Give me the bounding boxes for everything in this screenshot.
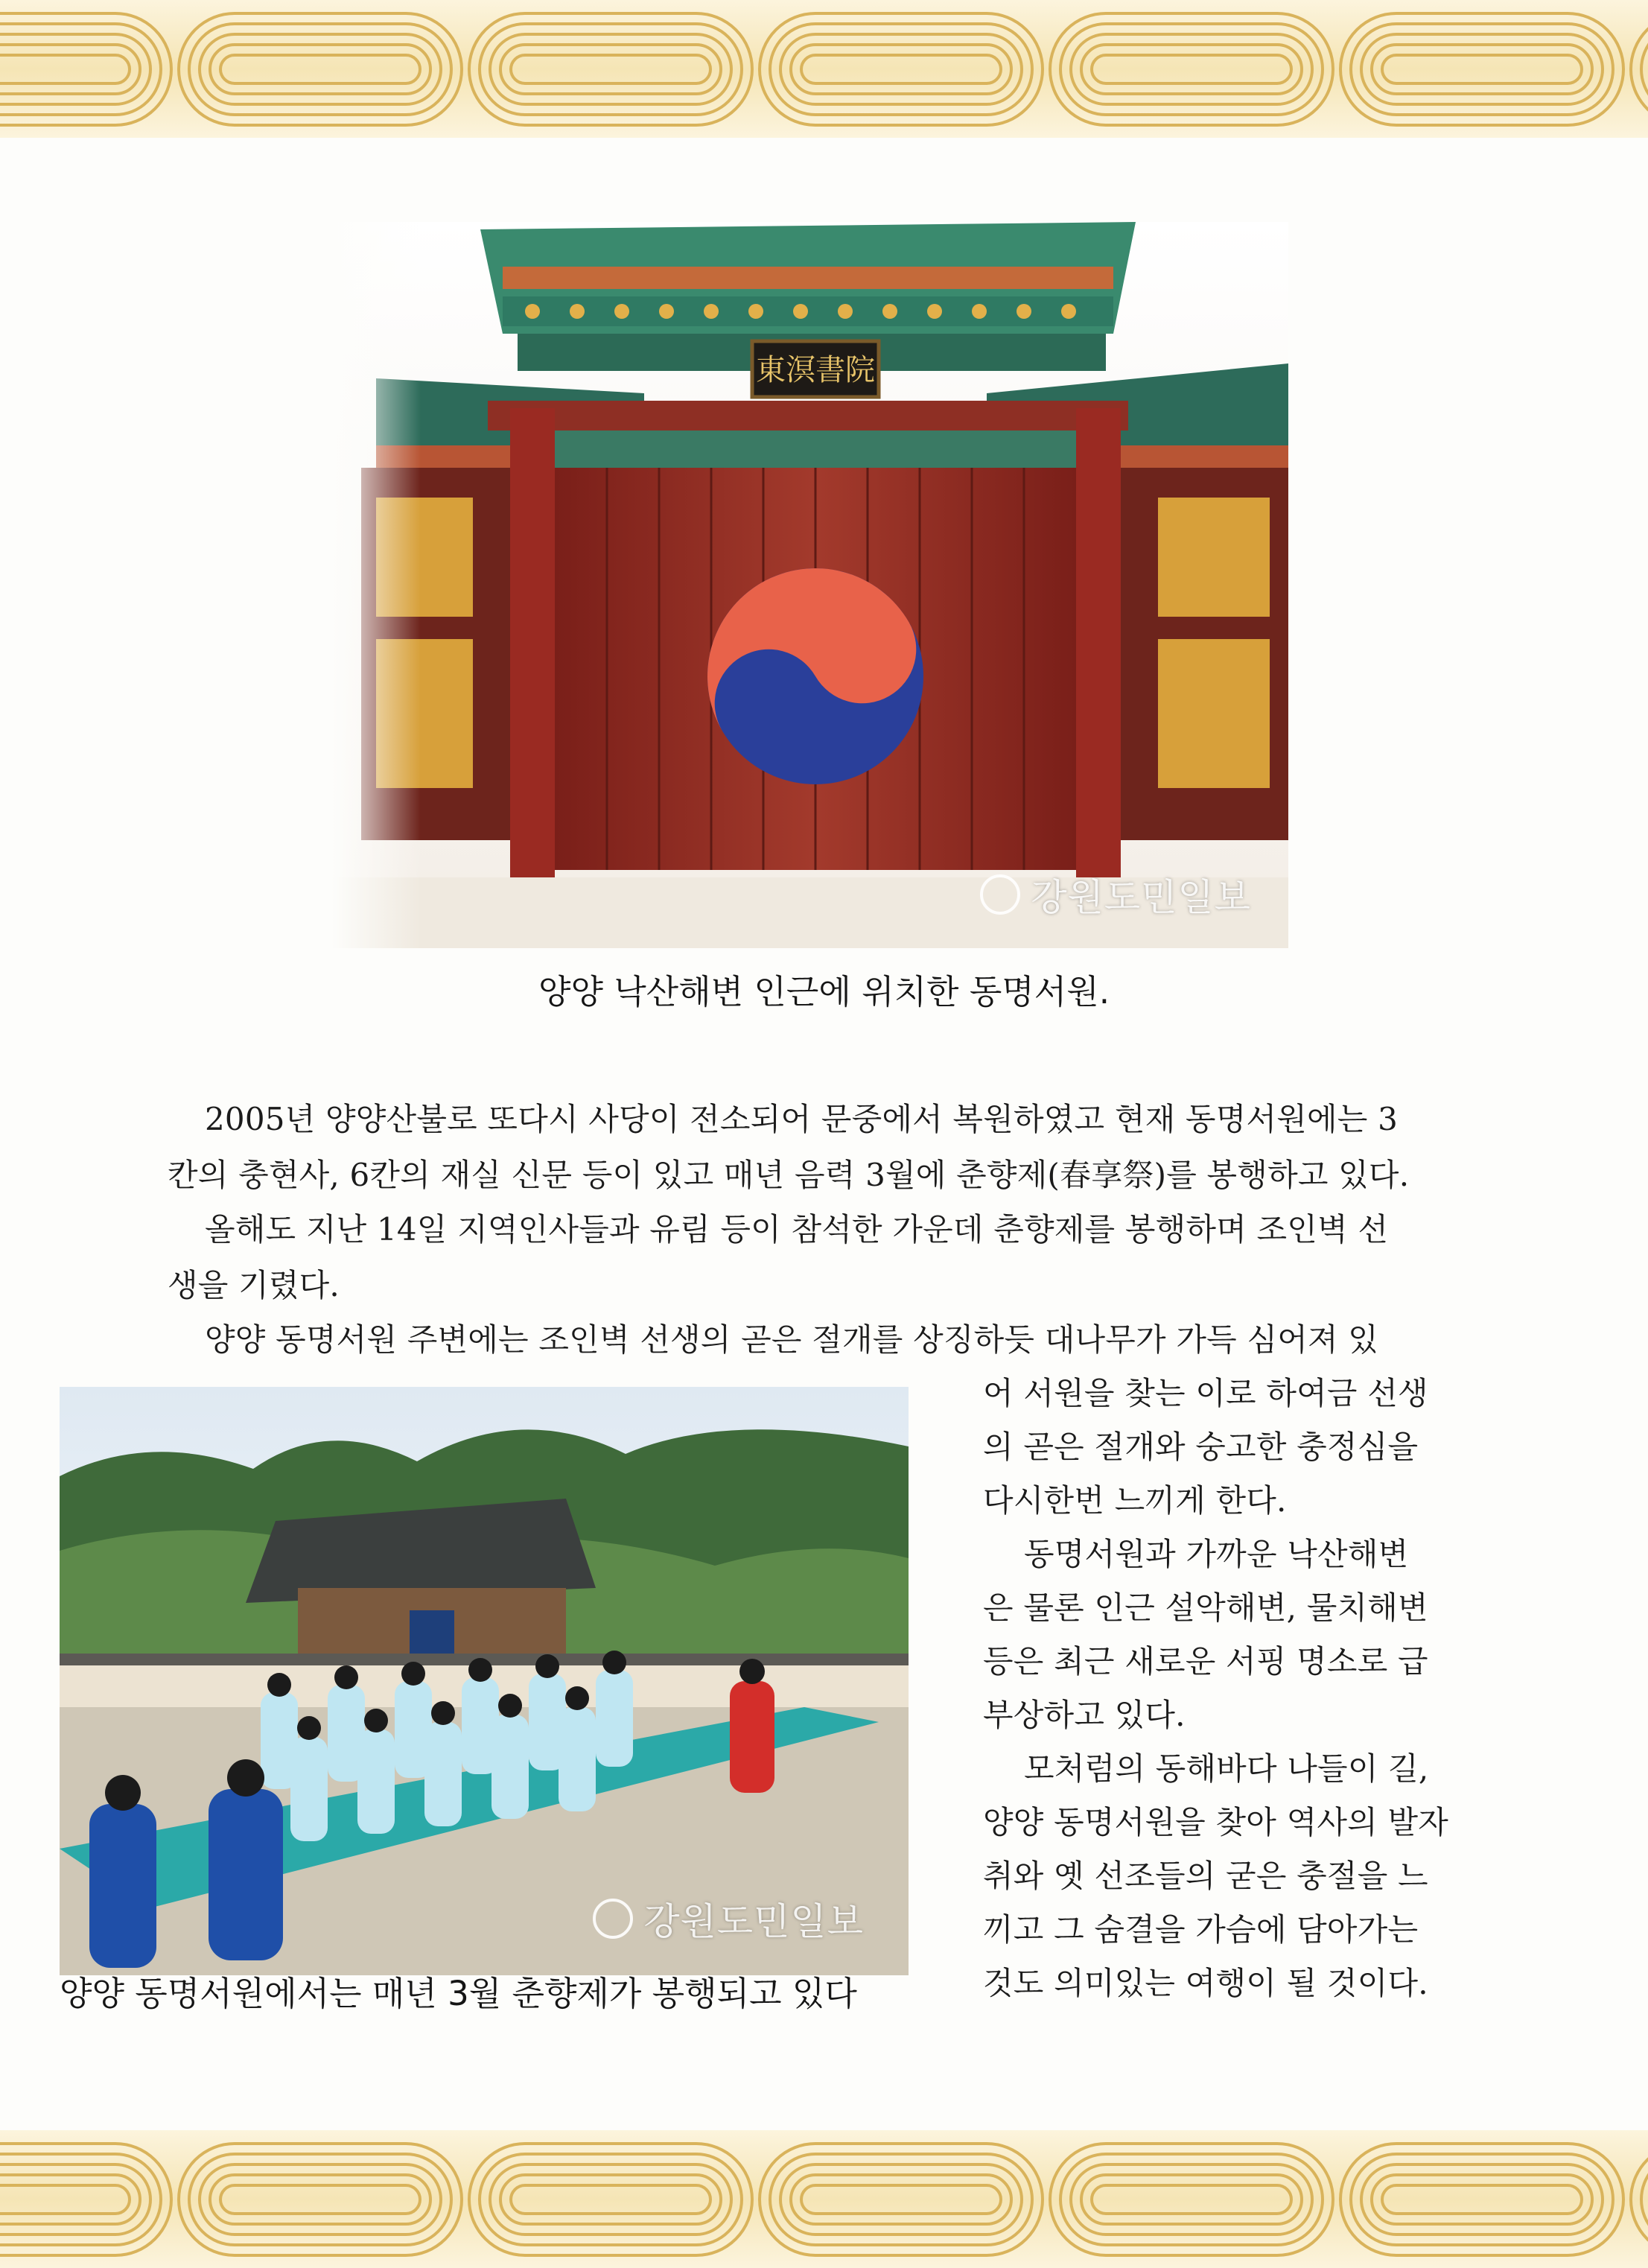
- paragraph-line: 것도 의미있는 여행이 될 것이다.: [983, 1965, 1428, 2001]
- band-ornament-ring: [791, 2175, 1011, 2224]
- band-ornament-ring: [1372, 2175, 1592, 2224]
- paragraph-line: 등은 최근 새로운 서핑 명소로 급: [983, 1643, 1428, 1680]
- band-ornament-ring: [770, 2154, 1032, 2245]
- band-ornament-ring: [480, 24, 742, 115]
- paragraph-line: 의 곧은 절개와 숭고한 충정심을: [983, 1429, 1419, 1465]
- band-ornament-ring: [511, 55, 710, 83]
- band-ornament-ring: [1631, 13, 1648, 125]
- band-ornament-ring: [500, 45, 721, 94]
- paragraph-line: 모처럼의 동해바다 나들이 길,: [1024, 1750, 1429, 1787]
- newspaper-logo-icon: [980, 874, 1020, 915]
- band-ornament-ring: [1372, 45, 1592, 94]
- paragraph-line: 끼고 그 숨결을 가슴에 담아가는: [983, 1911, 1419, 1948]
- band-ornament-ring: [0, 55, 130, 83]
- paragraph-line: 다시한번 느끼게 한다.: [983, 1482, 1287, 1519]
- band-ornament-ring: [210, 45, 430, 94]
- band-ornament-ring: [0, 2144, 171, 2255]
- band-ornament-ring: [0, 13, 171, 125]
- band-ornament-ring: [1382, 2185, 1582, 2214]
- paragraph-line: 양양 동명서원 주변에는 조인벽 선생의 곧은 절개를 상징하듯 대나무가 가득 심어져 있: [205, 1321, 1379, 1358]
- band-ornament-ring: [1081, 45, 1302, 94]
- bottom-photo-caption: 양양 동명서원에서는 매년 3월 춘향제가 봉행되고 있다: [60, 1974, 857, 2013]
- band-ornament-ring: [791, 45, 1011, 94]
- ceremony-photo: [60, 1387, 909, 1975]
- paragraph-line: 칸의 충현사, 6칸의 재실 신문 등이 있고 매년 음력 3월에 춘향제(春享祭)를 봉행하고 있다.: [168, 1157, 1410, 1193]
- seowon-gate-photo: [331, 222, 1288, 948]
- newspaper-logo-icon: [593, 1899, 633, 1939]
- top-photo-caption: 양양 낙산해변 인근에 위치한 동명서원.: [538, 972, 1110, 1011]
- bottom-ornament-band: [0, 2130, 1648, 2268]
- band-ornament-ring: [1060, 24, 1323, 115]
- band-ornament-ring: [0, 2185, 130, 2214]
- paragraph-line: 취와 옛 선조들의 굳은 충절을 느: [983, 1858, 1428, 1894]
- paragraph-line: 양양 동명서원을 찾아 역사의 발자: [983, 1804, 1449, 1840]
- band-ornament-ring: [1631, 2144, 1648, 2255]
- paragraph-line: 2005년 양양산불로 또다시 사당이 전소되어 문중에서 복원하였고 현재 동명서원에는 3: [205, 1101, 1399, 1137]
- band-ornament-ring: [189, 24, 451, 115]
- signboard-text: 東溟書院: [756, 353, 875, 387]
- band-ornament-ring: [511, 2185, 710, 2214]
- band-ornament-ring: [189, 2154, 451, 2245]
- paragraph-line: 동명서원과 가까운 낙산해변: [1024, 1536, 1409, 1572]
- band-ornament-ring: [770, 24, 1032, 115]
- band-ornament-ring: [0, 2175, 140, 2224]
- paragraph-line: 어 서원을 찾는 이로 하여금 선생: [983, 1375, 1428, 1411]
- paragraph-line: 생을 기렸다.: [168, 1267, 340, 1303]
- band-ornament-ring: [1351, 2154, 1613, 2245]
- band-ornament-ring: [210, 2175, 430, 2224]
- paragraph-line: 올해도 지난 14일 지역인사들과 유림 등이 참석한 가운데 춘향제를 봉행하며 조인벽 선: [205, 1211, 1389, 1248]
- paragraph-line: 은 물론 인근 설악해변, 물치해변: [983, 1589, 1428, 1626]
- band-ornament-ring: [0, 2154, 161, 2245]
- band-ornament-ring: [801, 55, 1001, 83]
- band-ornament-ring: [1060, 2154, 1323, 2245]
- band-ornament-ring: [480, 2154, 742, 2245]
- paragraph-line: 부상하고 있다.: [983, 1697, 1186, 1733]
- band-ornament-ring: [1092, 2185, 1291, 2214]
- band-ornament-ring: [220, 2185, 420, 2214]
- band-ornament-ring: [801, 2185, 1001, 2214]
- top-ornament-band: [0, 0, 1648, 138]
- band-ornament-ring: [1081, 2175, 1302, 2224]
- band-ornament-ring: [500, 2175, 721, 2224]
- band-ornament-ring: [220, 55, 420, 83]
- band-ornament-ring: [0, 24, 161, 115]
- band-ornament-ring: [1382, 55, 1582, 83]
- band-ornament-ring: [1351, 24, 1613, 115]
- newspaper-watermark: 강원도민일보: [980, 868, 1251, 921]
- band-ornament-ring: [0, 45, 140, 94]
- newspaper-watermark: 강원도민일보: [593, 1892, 864, 1945]
- band-ornament-ring: [1092, 55, 1291, 83]
